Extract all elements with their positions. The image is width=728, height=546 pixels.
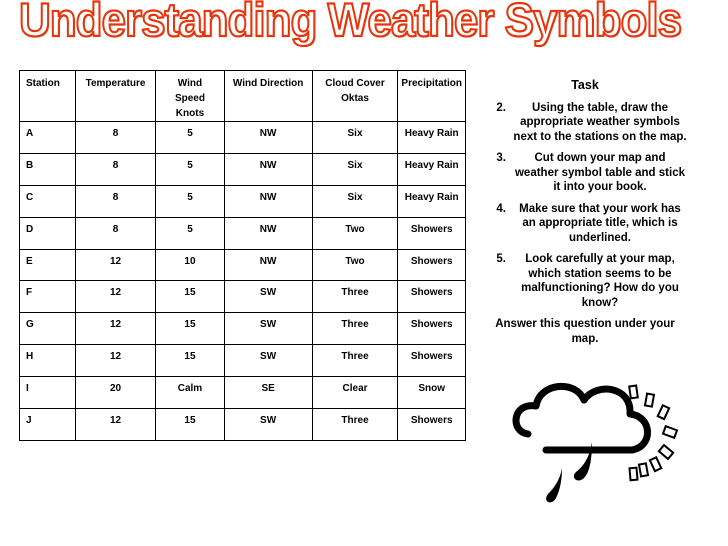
cell-station: E bbox=[20, 249, 76, 281]
task-number: 3. bbox=[496, 152, 506, 164]
task-item bbox=[482, 151, 688, 195]
table-row bbox=[20, 377, 466, 409]
cell-cloud-cover: Six bbox=[312, 185, 398, 217]
cell-wind-direction: SW bbox=[224, 409, 312, 441]
cell-station: I bbox=[20, 377, 76, 409]
table-row bbox=[20, 345, 466, 377]
weather-table bbox=[19, 70, 466, 441]
cell-wind-speed: 10 bbox=[156, 249, 224, 281]
cell-precipitation: Showers bbox=[398, 217, 466, 249]
table-row bbox=[20, 185, 466, 217]
cell-wind-direction: NW bbox=[224, 122, 312, 154]
cell-precipitation: Showers bbox=[398, 281, 466, 313]
header-station: Station bbox=[20, 71, 76, 122]
task-text: Cut down your map and weather symbol table and stick it into your book. bbox=[514, 152, 685, 193]
table-row bbox=[20, 281, 466, 313]
task-text: Look carefully at your map, which station seems to be malfunctioning? How do you know? bbox=[521, 253, 679, 309]
cell-wind-direction: SW bbox=[224, 281, 312, 313]
cell-station: B bbox=[20, 153, 76, 185]
cell-temperature: 12 bbox=[75, 249, 156, 281]
cell-wind-direction: NW bbox=[224, 153, 312, 185]
header-precipitation: Precipitation bbox=[398, 71, 466, 122]
cell-station: A bbox=[20, 122, 76, 154]
cell-cloud-cover: Clear bbox=[312, 377, 398, 409]
cell-station: F bbox=[20, 281, 76, 313]
cell-precipitation: Snow bbox=[398, 377, 466, 409]
task-number: 2. bbox=[496, 101, 506, 114]
cell-wind-speed: 5 bbox=[156, 185, 224, 217]
task-number: 4. bbox=[496, 202, 506, 215]
table-row bbox=[20, 217, 466, 249]
cell-station: H bbox=[20, 345, 76, 377]
cell-wind-direction: SE bbox=[224, 377, 312, 409]
cell-cloud-cover: Six bbox=[312, 122, 398, 154]
cell-temperature: 12 bbox=[75, 345, 156, 377]
cell-precipitation: Showers bbox=[398, 313, 466, 345]
task-text: Make sure that your work has an appropriate title, which is underlined. bbox=[519, 202, 681, 244]
table-row bbox=[20, 122, 466, 154]
cell-temperature: 8 bbox=[75, 217, 156, 249]
cell-temperature: 12 bbox=[75, 281, 156, 313]
cell-temperature: 12 bbox=[75, 409, 156, 441]
cell-precipitation: Heavy Rain bbox=[398, 185, 466, 217]
cell-wind-speed: 5 bbox=[156, 153, 224, 185]
cell-wind-speed: 5 bbox=[156, 217, 224, 249]
header-cloud-cover: Cloud Cover Oktas bbox=[312, 71, 398, 122]
cell-wind-speed: 15 bbox=[156, 409, 224, 441]
task-panel bbox=[482, 78, 688, 346]
header-temperature: Temperature bbox=[75, 71, 156, 122]
cell-wind-direction: NW bbox=[224, 217, 312, 249]
task-number: 5. bbox=[496, 253, 506, 265]
header-wind-speed: Wind Speed Knots bbox=[156, 71, 224, 122]
cell-precipitation: Showers bbox=[398, 345, 466, 377]
cell-cloud-cover: Three bbox=[312, 345, 398, 377]
cell-station: G bbox=[20, 313, 76, 345]
cell-precipitation: Heavy Rain bbox=[398, 122, 466, 154]
page-title: Understanding Weather Symbols bbox=[18, 0, 682, 47]
cell-cloud-cover: Three bbox=[312, 313, 398, 345]
cell-station: J bbox=[20, 409, 76, 441]
header-wind-direction: Wind Direction bbox=[224, 71, 312, 122]
task-item bbox=[482, 202, 688, 246]
table-row bbox=[20, 313, 466, 345]
answer-instruction: Answer this question under your map. bbox=[495, 318, 675, 345]
cell-cloud-cover: Two bbox=[312, 217, 398, 249]
cell-wind-direction: NW bbox=[224, 185, 312, 217]
task-text: Using the table, draw the appropriate weather symbols next to the stations on the map. bbox=[513, 101, 687, 143]
table-header-row bbox=[20, 71, 466, 122]
cell-wind-speed: 5 bbox=[156, 122, 224, 154]
cell-cloud-cover: Six bbox=[312, 153, 398, 185]
cell-wind-direction: SW bbox=[224, 313, 312, 345]
cell-wind-speed: 15 bbox=[156, 345, 224, 377]
cell-wind-speed: Calm bbox=[156, 377, 224, 409]
cell-temperature: 8 bbox=[75, 185, 156, 217]
cell-wind-direction: NW bbox=[224, 249, 312, 281]
cell-temperature: 8 bbox=[75, 153, 156, 185]
cell-cloud-cover: Three bbox=[312, 281, 398, 313]
cell-station: C bbox=[20, 185, 76, 217]
cell-wind-speed: 15 bbox=[156, 281, 224, 313]
cell-cloud-cover: Two bbox=[312, 249, 398, 281]
cell-precipitation: Showers bbox=[398, 249, 466, 281]
cell-station: D bbox=[20, 217, 76, 249]
table-row bbox=[20, 153, 466, 185]
cell-wind-direction: SW bbox=[224, 345, 312, 377]
task-title: Task bbox=[571, 78, 599, 92]
cell-precipitation: Showers bbox=[398, 409, 466, 441]
cell-precipitation: Heavy Rain bbox=[398, 153, 466, 185]
task-item bbox=[482, 101, 688, 145]
task-item bbox=[482, 252, 688, 310]
cell-wind-speed: 15 bbox=[156, 313, 224, 345]
cell-temperature: 12 bbox=[75, 313, 156, 345]
table-row bbox=[20, 249, 466, 281]
cell-cloud-cover: Three bbox=[312, 409, 398, 441]
cloud-rain-sun-icon bbox=[506, 372, 706, 512]
table-row bbox=[20, 409, 466, 441]
cell-temperature: 20 bbox=[75, 377, 156, 409]
cell-temperature: 8 bbox=[75, 122, 156, 154]
